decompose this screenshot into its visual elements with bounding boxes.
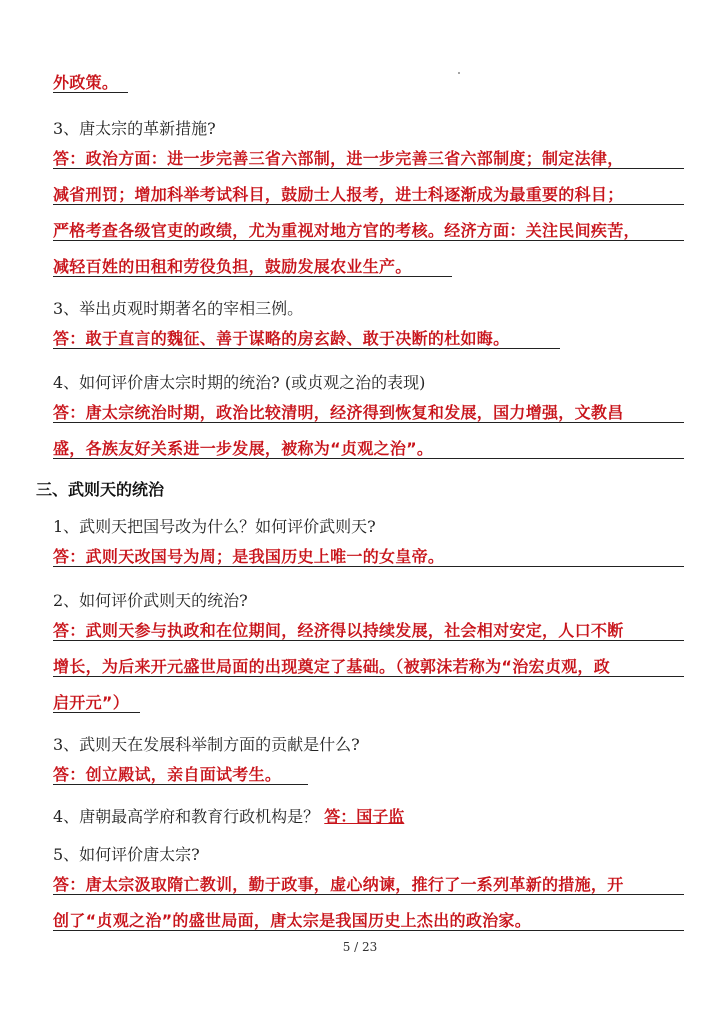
underline [53,348,560,349]
answer-line: 答：唐太宗统治时期，政治比较清明，经济得到恢复和发展，国力增强，文教昌 [53,403,624,422]
question: 3、武则天在发展科举制方面的贡献是什么? [53,735,360,754]
question [53,804,404,827]
page-number: 5 / 23 [342,940,378,954]
underline [53,240,684,241]
underline [53,894,684,895]
answer-line: 答：武则天改国号为周；是我国历史上唯一的女皇帝。 [53,547,445,566]
answer-line: 答：武则天参与执政和在位期间，经济得以持续发展，社会相对安定，人口不断 [53,621,624,640]
answer-line: 减省刑罚；增加科举考试科目，鼓励士人报考，进士科逐渐成为最重要的科目； [53,185,624,204]
answer-line: 答：创立殿试，亲自面试考生。 [53,765,282,784]
question: 3、举出贞观时期著名的宰相三例。 [53,299,304,318]
underline [53,276,452,277]
underline [53,930,684,931]
underline [53,422,684,423]
answer-line: 答：政治方面：进一步完善三省六部制，进一步完善三省六部制度；制定法律， [53,149,624,168]
question: 4、如何评价唐太宗时期的统治? (或贞观之治的表现) [53,373,426,392]
question: 1、武则天把国号改为什么？如何评价武则天? [53,517,376,536]
answer-line: 减轻百姓的田租和劳役负担，鼓励发展农业生产。 [53,257,412,276]
underline [53,204,684,205]
question: 3、唐太宗的革新措施? [53,119,216,138]
answer-line: 增长，为后来开元盛世局面的出现奠定了基础。（被郭沫若称为“治宏贞观，政 [53,657,611,676]
question: 2、如何评价武则天的统治? [53,591,248,610]
answer-line: 创了“贞观之治”的盛世局面，唐太宗是我国历史上杰出的政治家。 [53,911,532,930]
underline [53,566,684,567]
answer-line: 答：敢于直言的魏征、善于谋略的房玄龄、敢于决断的杜如晦。 [53,329,510,348]
stray-dot [458,72,460,74]
answer-line: 严格考查各级官吏的政绩，尤为重视对地方官的考核。经济方面：关注民间疾苦， [53,221,640,240]
question: 5、如何评价唐太宗? [53,845,200,864]
underline [53,92,128,93]
underline [53,712,140,713]
underline [53,640,684,641]
question-text: 4、唐朝最高学府和教育行政机构是？ [53,807,320,826]
section-heading: 三、武则天的统治 [36,480,165,499]
inline-answer: 答：国子监 [324,807,405,826]
answer-line: 答：唐太宗汲取隋亡教训，勤于政事，虚心纳谏，推行了一系列革新的措施，开 [53,875,624,894]
underline [53,676,684,677]
answer-line: 盛，各族友好关系进一步发展，被称为“贞观之治”。 [53,439,434,458]
answer-line: 外政策。 [53,73,119,92]
underline [53,168,684,169]
underline [53,784,308,785]
underline [53,458,684,459]
answer-line: 启开元”） [53,693,130,712]
